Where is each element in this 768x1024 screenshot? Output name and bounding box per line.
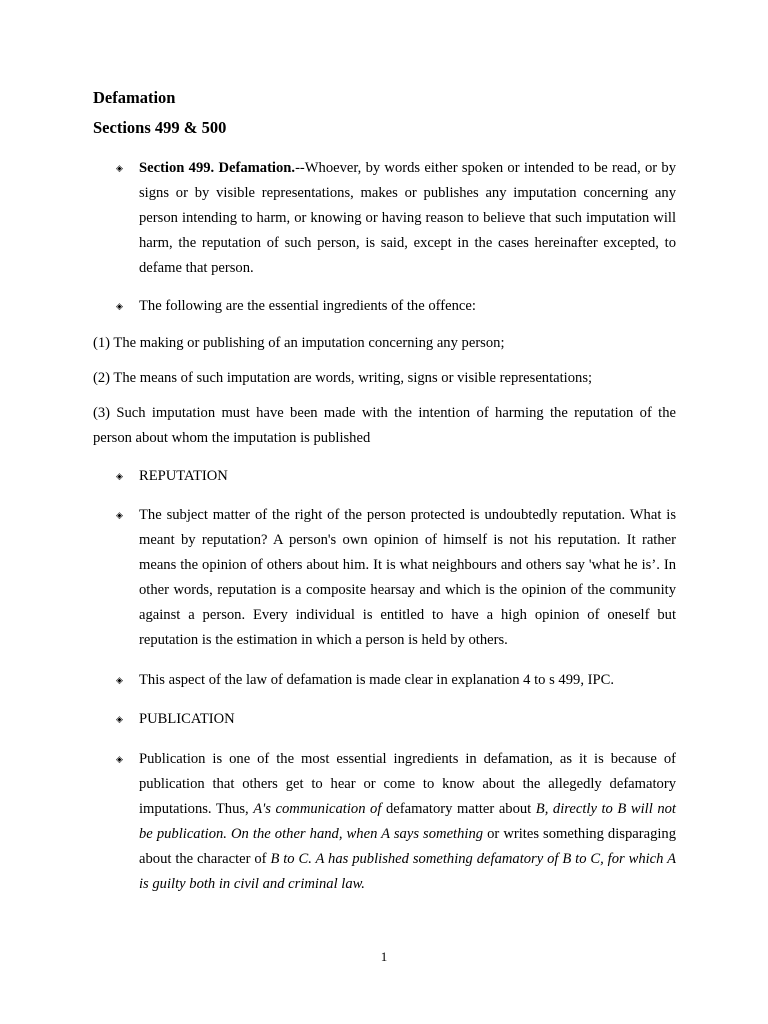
ingredients-intro: The following are the essential ingredients of the offence: <box>139 298 476 314</box>
section-499-label: Section 499. Defamation. <box>139 160 296 176</box>
bullet-diamond-icon: ◈ <box>116 510 123 520</box>
bullet-diamond-icon: ◈ <box>116 163 123 173</box>
document-title: Defamation <box>93 88 176 107</box>
page-number: 1 <box>380 949 388 964</box>
publication-text-part: Publication is one of the most essential ingredients in defamation, as it is because of publication that others get to hear or come to know about the allegedly defamatory imputations. Thus, <box>139 751 676 817</box>
publication-italic-part: B, directly to B will not be publication. On the other hand, when A says something <box>139 801 676 842</box>
publication-paragraph <box>139 747 676 897</box>
ingredient-item: (3) Such imputation must have been made with the intention of harming the reputation of the person about whom the imputation is published <box>93 405 676 446</box>
ingredient-item: (1) The making or publishing of an imputation concerning any person; <box>93 335 505 351</box>
ingredient-item: (2) The means of such imputation are words, writing, signs or visible representations; <box>93 370 593 386</box>
document-subtitle: Sections 499 & 500 <box>93 118 227 137</box>
bullet-diamond-icon: ◈ <box>116 675 123 685</box>
bullet-diamond-icon: ◈ <box>116 301 123 311</box>
section-499-paragraph <box>139 156 676 281</box>
bullet-diamond-icon: ◈ <box>116 714 123 724</box>
reputation-paragraph: The subject matter of the right of the person protected is undoubtedly reputation. What is meant by reputation? A person's own opinion of himself is not his reputation. It rather means the opinion of others about him. It is what neighbours and others say 'what he is’. In other words, reputation is a composite hearsay and which is the opinion of the community against a person. Every individual is entitled to have a high opinion of oneself but reputation is the estimation in which a person is held by others. <box>139 507 676 648</box>
reputation-explanation: This aspect of the law of defamation is made clear in explanation 4 to s 499, IPC. <box>139 672 614 688</box>
bullet-diamond-icon: ◈ <box>116 754 123 764</box>
reputation-heading: REPUTATION <box>139 468 228 484</box>
publication-text-part: or writes something disparaging about the character of <box>139 826 677 867</box>
publication-heading: PUBLICATION <box>139 711 235 727</box>
section-499-text: --Whoever, by words either spoken or intended to be read, or by signs or by visible representations, makes or publishes any imputation concerning any person intending to harm, or knowing or having reason to believe that such imputation will harm, the reputation of such person, is said, except in the cases hereinafter excepted, to defame that person. <box>139 160 676 276</box>
bullet-diamond-icon: ◈ <box>116 471 123 481</box>
publication-text-part: defamatory matter about <box>381 801 536 817</box>
publication-italic-part: B to C. A has published something defamatory of B to C, for which A is guilty both in civil and criminal law. <box>139 851 676 892</box>
publication-italic-part: A's communication of <box>253 801 382 817</box>
